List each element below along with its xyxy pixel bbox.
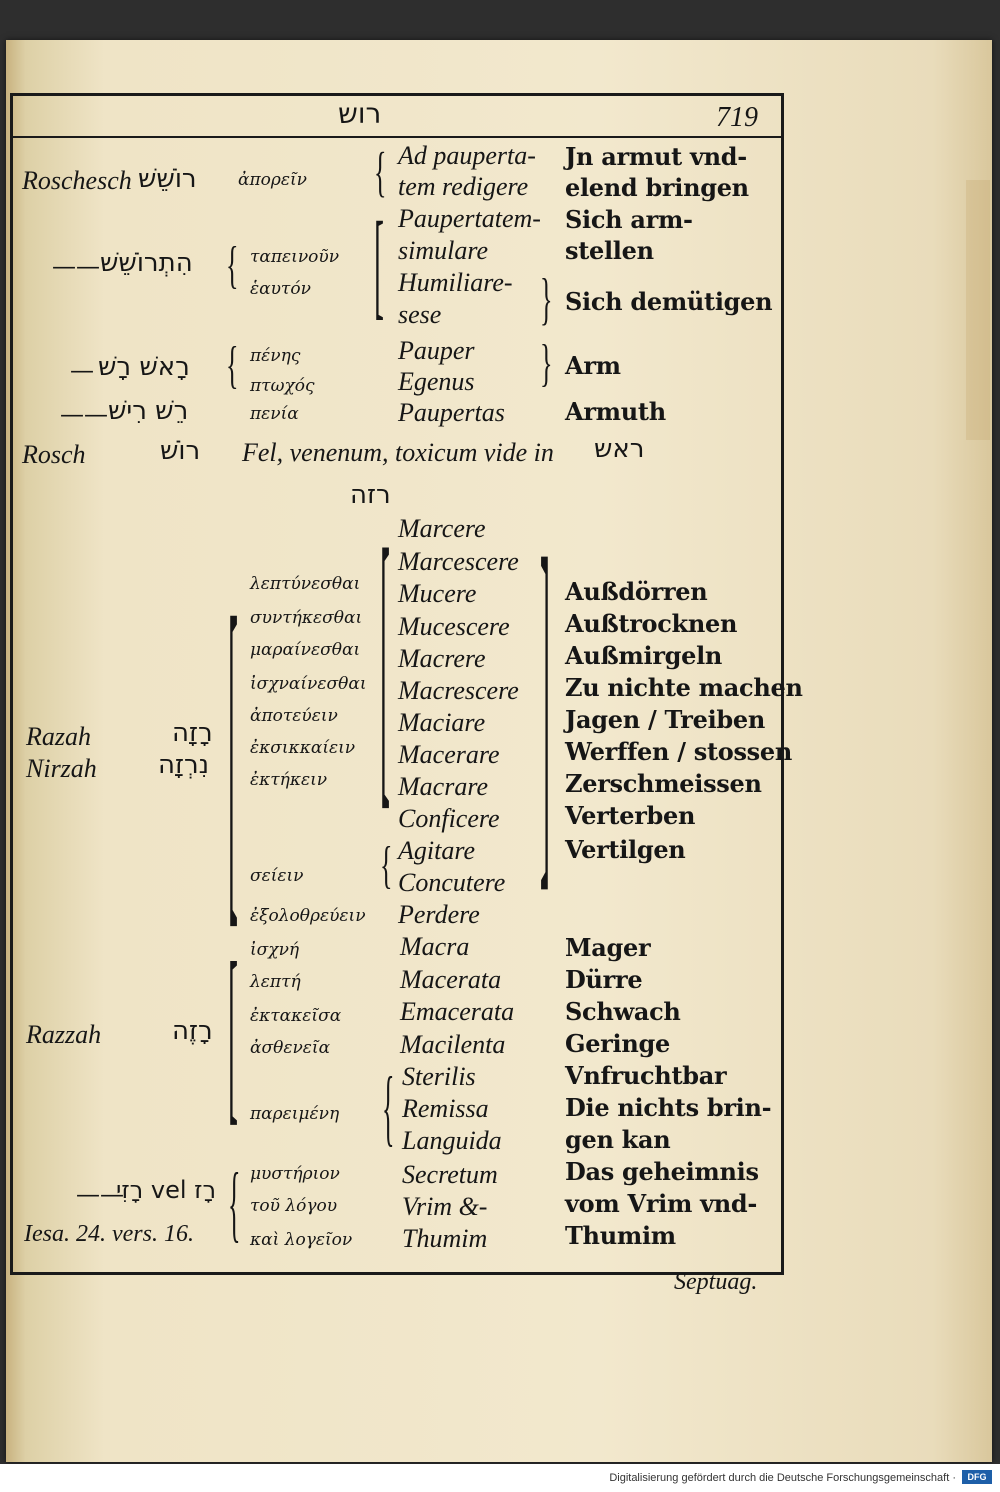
section-heading-razah: רזה: [350, 480, 391, 510]
greek-ptochos: πτωχός: [250, 376, 315, 396]
running-head: רוש: [338, 97, 382, 130]
rosch-definition: Fel, venenum, toxicum vide in: [242, 438, 554, 467]
latin-razzah-5: Sterilis: [402, 1062, 476, 1091]
greek-razi-1: μυστήριον: [250, 1164, 340, 1184]
german-arm: Arm: [565, 351, 621, 380]
greek-s2-2: συντήκεσθαι: [250, 608, 363, 628]
dash-row4: ——: [60, 400, 108, 428]
german-s2-5: Jagen / Treiben: [565, 705, 766, 734]
latin-s2-4: Mucescere: [398, 612, 510, 641]
greek-tapeinoun: ταπεινοῦν: [250, 247, 340, 267]
translit-rosch: Rosch: [22, 440, 86, 469]
german-s2-3: Außmirgeln: [565, 641, 723, 670]
brace-razah-german: ]: [540, 487, 550, 930]
brace-razzah-greek: [: [228, 926, 238, 1145]
greek-s2-5: ἀποτεύειν: [250, 706, 338, 726]
hebrew-rash: רָאשׁ רָשׁ: [98, 352, 190, 382]
brace-row3-german: }: [540, 334, 553, 392]
brace-sterilis: {: [382, 1059, 395, 1156]
translit-nirzah: Nirzah: [26, 754, 97, 783]
hebrew-nirzah: נִרְזָה: [158, 750, 210, 780]
latin-razzah-7: Languida: [402, 1126, 502, 1155]
latin-razzah-1: Macra: [400, 932, 470, 961]
greek-s2-9: ἐξολοθρεύειν: [250, 906, 366, 926]
german-row2-c: Sich demütigen: [565, 287, 773, 316]
german-razzah-5: Vnfruchtbar: [565, 1061, 727, 1090]
brace-row2-greek: {: [226, 236, 239, 294]
latin-s2-3: Mucere: [398, 579, 477, 608]
greek-razzah-4: ἀσθενεῖα: [250, 1038, 331, 1058]
hebrew-resh: רֵשׁ רִישׁ: [108, 396, 189, 426]
brace-razah-latin: [: [380, 493, 390, 840]
dash-raz: ——: [76, 1180, 124, 1208]
latin-razi-3: Thumim: [402, 1224, 488, 1253]
latin-egenus: Egenus: [398, 367, 475, 396]
translit-roschesch: Roschesch: [22, 166, 132, 195]
german-armuth: Armuth: [565, 397, 666, 426]
dfg-logo: DFG: [962, 1470, 992, 1484]
dash-row3: —: [70, 356, 94, 384]
latin-s2-7: Maciare: [398, 708, 486, 737]
german-razi-1: Das geheimnis: [565, 1157, 759, 1186]
hebrew-razzah: רָזֶה: [172, 1016, 213, 1046]
translit-razah: Razah: [26, 722, 91, 751]
greek-s2-7: ἐκτήκειν: [250, 770, 328, 790]
latin-s2-5: Macrere: [398, 644, 486, 673]
german-razzah-1: Mager: [565, 933, 651, 962]
top-rule: [10, 93, 781, 96]
german-row2-b: stellen: [565, 236, 654, 265]
greek-penes: πένης: [250, 346, 301, 366]
greek-razzah-2: λεπτή: [250, 972, 301, 992]
german-razzah-2: Dürre: [565, 965, 643, 994]
german-razi-3: Thumim: [565, 1221, 676, 1250]
latin-paupertas: Paupertas: [398, 398, 505, 427]
german-razzah-6: Die nichts brin-: [565, 1093, 772, 1122]
greek-s2-1: λεπτύνεσθαι: [250, 574, 361, 594]
brace-row3-greek: {: [226, 336, 239, 394]
german-s2-4: Zu nichte machen: [565, 673, 803, 702]
latin-row1-b: tem redigere: [398, 172, 529, 201]
latin-row2-b: simulare: [398, 236, 489, 265]
latin-row2-c: Humiliare-: [398, 268, 513, 297]
latin-razzah-4: Macilenta: [400, 1030, 506, 1059]
hebrew-rosch: רוֹשׁ: [160, 436, 201, 466]
german-s2-7: Zerschmeissen: [565, 769, 762, 798]
latin-s2-1: Marcere: [398, 514, 486, 543]
greek-aporein: ἀπορεῖν: [238, 170, 308, 190]
latin-row2-a: Paupertatem-: [398, 204, 541, 233]
brace-agitare: {: [380, 836, 393, 894]
hebrew-rosch-ref: ראש: [594, 434, 645, 464]
hebrew-roschesch: רוֹשֵׁשׁ: [138, 164, 197, 194]
latin-razi-1: Secretum: [402, 1160, 498, 1189]
german-razzah-7: gen kan: [565, 1125, 671, 1154]
german-s2-2: Außtrocknen: [565, 609, 738, 638]
latin-row1-a: Ad pauperta-: [398, 141, 536, 170]
german-row1-a: Jn armut vnd-: [565, 142, 747, 171]
reference-iesa: Iesa. 24. vers. 16.: [24, 1221, 194, 1247]
greek-penia: πενία: [250, 404, 299, 424]
latin-row2-d: sese: [398, 300, 442, 329]
greek-razzah-1: ἰσχνή: [250, 940, 300, 960]
footer-bar: [0, 1464, 1000, 1492]
bottom-rule: [10, 1272, 781, 1275]
german-row1-b: elend bringen: [565, 173, 749, 202]
brace-razi-greek: {: [228, 1155, 241, 1252]
latin-s2-8: Macerare: [398, 740, 500, 769]
greek-razzah-3: ἐκτακεῖσα: [250, 1006, 342, 1026]
greek-s2-6: ἐκσικκαίειν: [250, 738, 356, 758]
greek-s2-3: μαραίνεσθαι: [250, 640, 361, 660]
german-s2-6: Werffen / stossen: [565, 737, 793, 766]
latin-razzah-2: Macerata: [400, 965, 502, 994]
german-razzah-4: Geringe: [565, 1029, 670, 1058]
latin-s2-6: Macrescere: [398, 676, 519, 705]
latin-s2-10: Conficere: [398, 804, 500, 833]
greek-heauton: ἑαυτόν: [250, 279, 311, 299]
header-rule: [10, 136, 781, 138]
latin-s2-11: Agitare: [398, 836, 476, 865]
latin-razi-2: Vrim &-: [402, 1192, 488, 1221]
page-number: 719: [716, 102, 758, 133]
hebrew-hitroschesch: הִתְרוֹשֵׁשׁ: [100, 248, 193, 278]
hebrew-razah: רָזָה: [172, 718, 213, 748]
german-s2-8: Verterben: [565, 801, 696, 830]
translit-razzah: Razzah: [26, 1020, 102, 1049]
brace-razah-greek: [: [228, 551, 238, 964]
german-row2-a: Sich arm-: [565, 205, 693, 234]
latin-razzah-3: Emacerata: [400, 997, 515, 1026]
german-razzah-3: Schwach: [565, 997, 681, 1026]
catchword: Septuag.: [674, 1269, 758, 1295]
paper-stain: [966, 180, 990, 440]
hebrew-raz-vel-razi: רָז vel רָזִי: [116, 1176, 216, 1204]
latin-s2-2: Marcescere: [398, 547, 519, 576]
latin-pauper: Pauper: [398, 336, 475, 365]
latin-s2-13: Perdere: [398, 900, 480, 929]
german-s2-9: Vertilgen: [565, 835, 686, 864]
greek-razi-2: τοῦ λόγου: [250, 1196, 338, 1216]
german-razi-2: vom Vrim vnd-: [565, 1189, 758, 1218]
brace-row2-latin: [: [374, 200, 384, 332]
footer-credit: Digitalisierung gefördert durch die Deutsche Forschungsgemeinschaft ·: [609, 1472, 956, 1484]
brace-row1: {: [374, 141, 387, 203]
greek-razi-3: καὶ λογεῖον: [250, 1230, 353, 1250]
latin-razzah-6: Remissa: [402, 1094, 489, 1123]
brace-row2-german: }: [540, 267, 553, 332]
german-s2-1: Außdörren: [565, 577, 708, 606]
greek-razzah-5: παρειμένη: [250, 1104, 340, 1124]
greek-s2-8: σείειν: [250, 866, 304, 886]
greek-s2-4: ἰσχναίνεσθαι: [250, 674, 367, 694]
latin-s2-12: Concutere: [398, 868, 506, 897]
latin-s2-9: Macrare: [398, 772, 489, 801]
dash-row2: ——: [52, 252, 100, 280]
